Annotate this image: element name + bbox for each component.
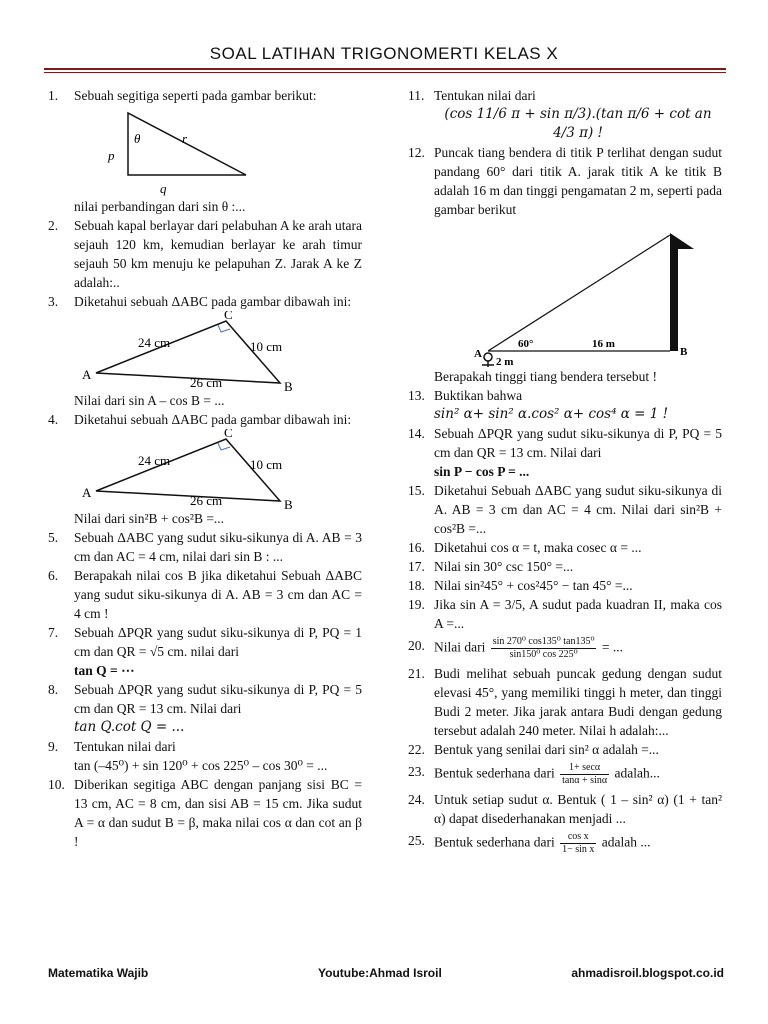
svg-text:60°: 60°	[518, 338, 534, 350]
fraction-20: $\frac{\text{sin 270⁰ cos135⁰ tan135⁰}}{\text{sin150⁰ cos 225⁰}}$	[492, 636, 595, 660]
page-title: SOAL LATIHAN TRIGONOMERTI KELAS X	[209, 44, 559, 63]
svg-text:A: A	[474, 348, 482, 360]
question-11: 11. Tentukan nilai dari (cos 11/6 π + sin π/3).(tan π/6 + cot an 4/3 π) !	[408, 88, 712, 141]
question-24: 24. Untuk setiap sudut α. Bentuk ( 1 – sin² α) (1 + tan² α) dapat disederhanakan menjadi ...	[408, 792, 722, 826]
question-10: 10. Diberikan segitiga ABC dengan panjang sisi BC = 13 cm, AC = 8 cm, dan sisi AB = 15 cm. Jika sudut A = α dan sudut B = β, maka nilai cos α dan cot an β !	[48, 777, 362, 849]
label-theta: θ	[134, 131, 141, 146]
svg-text:C: C	[224, 429, 233, 440]
fraction-23: $\frac{1+ \sec\alpha}{\tan\alpha + \sin\alpha}$	[562, 762, 608, 786]
left-column	[48, 86, 362, 851]
question-2: 2. Sebuah kapal berlayar dari pelabuhan A ke arah utara sejauh 120 km, kemudian berlayar ke arah timur sejauh 50 km menuju ke pelapuhan Z. Jarak A ke Z adalah:..	[48, 218, 362, 290]
right-column	[408, 86, 722, 859]
question-4: 4. Diketahui sebuah ΔABC pada gambar dibawah ini:	[48, 412, 352, 427]
question-1: 1. Sebuah segitiga seperti pada gambar berikut:	[48, 88, 317, 103]
svg-text:10 cm: 10 cm	[250, 457, 283, 472]
title-rule	[44, 68, 726, 70]
question-16: 16. Diketahui cos α = t, maka cosec α = ...	[408, 540, 642, 555]
question-12: 12. Puncak tiang bendera di titik P terlihat dengan sudut pandang 60° dari titik A. jarak titik A ke titik B adalah 16 m dan tinggi pengamatan 2 m, seperti pada gambar berikut	[408, 145, 722, 217]
footer-subject: Matematika Wajib	[48, 966, 149, 980]
triangle-abc-diagram-2	[74, 429, 334, 509]
flagpole-diagram	[408, 219, 722, 367]
question-7: 7. Sebuah ΔPQR yang sudut siku-sikunya di P, PQ = 1 cm dan QR = √5 cm. nilai dari tan Q = ⋯	[48, 625, 362, 678]
svg-text:C: C	[224, 311, 233, 322]
svg-text:A: A	[82, 485, 92, 500]
question-1-prompt: nilai perbandingan dari sin θ :...	[74, 199, 246, 214]
question-15: 15. Diketahui Sebuah ΔABC yang sudut siku-sikunya di A. AB = 3 cm dan AC = 4 cm. Nilai dari sin²B + cos²B =...	[408, 483, 722, 536]
question-23: 23. Bentuk sederhana dari $\frac{1+ \sec\alpha}{\tan\alpha + \sin\alpha}$ adalah...	[408, 762, 660, 786]
svg-text:B: B	[680, 346, 688, 358]
question-19: 19. Jika sin A = 3/5, A sudut pada kuadran II, maka cos A =...	[408, 597, 722, 631]
svg-text:26 cm: 26 cm	[190, 493, 223, 508]
title-rule-thin	[44, 72, 726, 73]
flagpole-figure	[408, 219, 722, 367]
question-6: 6. Berapakah nilai cos B jika diketahui Sebuah ΔABC yang sudut siku-sikunya di A. AB = 3 cm dan AC = 4 cm !	[48, 568, 362, 621]
question-3-prompt: Nilai dari sin A – cos B = ...	[74, 393, 225, 408]
label-p: p	[108, 148, 115, 163]
question-18: 18. Nilai sin²45° + cos²45° − tan 45° =...	[408, 578, 633, 593]
svg-text:26 cm: 26 cm	[190, 375, 223, 390]
svg-text:B: B	[284, 379, 293, 391]
svg-text:B: B	[284, 497, 293, 509]
svg-text:24 cm: 24 cm	[138, 453, 171, 468]
question-9: 9. Tentukan nilai dari tan (–45⁰) + sin 120⁰ + cos 225⁰ – cos 30⁰ = ...	[48, 739, 328, 773]
svg-text:2 m: 2 m	[496, 356, 514, 367]
question-4-prompt: Nilai dari sin²B + cos²B =...	[74, 511, 225, 526]
triangle-figure-1	[48, 105, 362, 197]
fraction-25: $\frac{\text{cos x}}{\text{1− sin x}}$	[562, 831, 595, 855]
footer-website[interactable]: ahmadisroil.blogspot.co.id	[571, 966, 724, 980]
question-22: 22. Bentuk yang senilai dari sin² α adalah =...	[408, 742, 659, 757]
triangle-figure-3	[48, 311, 362, 391]
svg-text:A: A	[82, 367, 92, 382]
question-20: 20. Nilai dari $\frac{\text{sin 270⁰ cos135⁰ tan135⁰}}{\text{sin150⁰ cos 225⁰}}$ = ...	[408, 636, 623, 660]
question-5: 5. Sebuah ΔABC yang sudut siku-sikunya di A. AB = 3 cm dan AC = 4 cm, nilai dari sin B : ...	[48, 530, 362, 564]
triangle-abc-diagram	[74, 311, 334, 391]
question-13: 13. Buktikan bahwa sin² α+ sin² α.cos² α+ cos⁴ α = 1 !	[408, 388, 669, 422]
question-8: 8. Sebuah ΔPQR yang sudut siku-sikunya di P, PQ = 5 cm dan QR = 13 cm. Nilai dari tan Q.cot Q = ...	[48, 682, 362, 735]
question-3: 3. Diketahui sebuah ΔABC pada gambar dibawah ini:	[48, 294, 352, 309]
right-triangle-diagram	[74, 105, 274, 197]
svg-text:10 cm: 10 cm	[250, 339, 283, 354]
triangle-figure-4	[48, 429, 362, 509]
question-14: 14. Sebuah ΔPQR yang sudut siku-sikunya di P, PQ = 5 cm dan QR = 13 cm. Nilai dari sin P − cos P = ...	[408, 426, 722, 479]
footer-youtube: Youtube:Ahmad Isroil	[318, 966, 442, 980]
svg-text:24 cm: 24 cm	[138, 335, 171, 350]
label-q: q	[160, 181, 167, 196]
question-21: 21. Budi melihat sebuah puncak gedung dengan sudut elevasi 45°, yang memiliki tinggi h meter, dan tinggi Budi 2 meter. Jika jarak antara Budi dengan gedung tersebut adalah 240 meter. Nilai h adalah:...	[408, 666, 722, 738]
question-12-prompt: Berapakah tinggi tiang bendera tersebut !	[434, 369, 658, 384]
svg-text:16 m: 16 m	[592, 338, 615, 350]
label-r: r	[182, 131, 188, 146]
question-25: 25. Bentuk sederhana dari $\frac{\text{cos x}}{\text{1− sin x}}$ adalah ...	[408, 831, 651, 855]
question-17: 17. Nilai sin 30° csc 150° =...	[408, 559, 574, 574]
